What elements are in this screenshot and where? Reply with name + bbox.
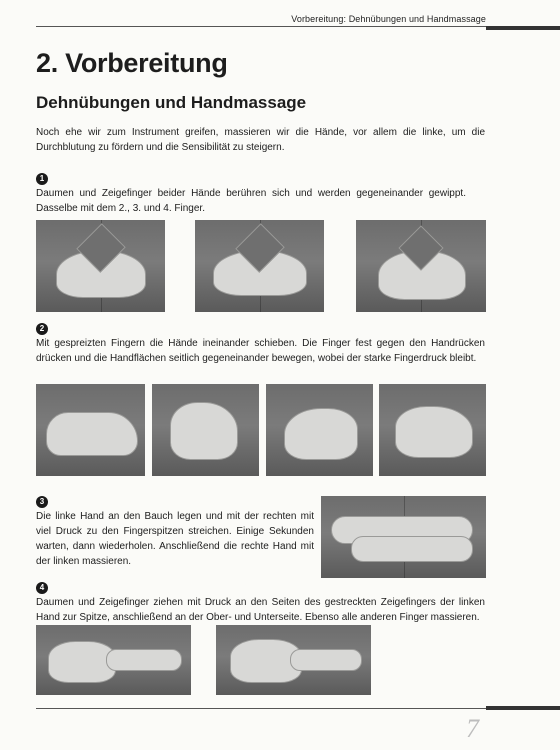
step-2-photo-3 (266, 384, 373, 476)
header-bar (486, 26, 560, 30)
step-2-photo-4 (379, 384, 486, 476)
step-2-marker: 2 (36, 323, 48, 335)
footer-rule (36, 708, 560, 709)
page-number: 7 (466, 714, 479, 743)
header-rule (36, 26, 560, 27)
running-head: Vorbereitung: Dehnübungen und Handmassage (291, 14, 486, 24)
step-3-photo (321, 496, 486, 578)
step-1-text: Daumen und Zeigefinger beider Hände berühren sich und werden gegeneinander gewippt. Dasselbe mit dem 2., 3. und 4. Finger. (36, 188, 466, 214)
step-1-photo-3 (356, 220, 486, 312)
step-4-text: Daumen und Zeigefinger ziehen mit Druck an den Seiten des gestreckten Zeigefingers der linken Hand zur Spitze, anschließend an der Ober- und Unterseite. Ebenso alle anderen Finger massieren. (36, 597, 485, 623)
step-1-photo-2 (195, 220, 324, 312)
step-3-marker: 3 (36, 496, 48, 508)
step-1-photo-1 (36, 220, 165, 312)
intro-paragraph: Noch ehe wir zum Instrument greifen, massieren wir die Hände, vor allem die linke, um die Durchblutung zu fördern und die Sensibilität zu steigern. (36, 127, 485, 153)
section-title: Dehnübungen und Handmassage (36, 93, 307, 112)
step-4-photo-1 (36, 625, 191, 695)
step-2-text: Mit gespreizten Fingern die Hände ineinander schieben. Die Finger fest gegen den Handrücken drücken und die Handflächen seitlich gegeneinander bewegen, wobei der starke Fingerdruck bleibt. (36, 338, 485, 364)
step-4-marker: 4 (36, 582, 48, 594)
chapter-title: 2. Vorbereitung (36, 48, 228, 78)
step-2-photo-2 (152, 384, 259, 476)
footer-bar (486, 706, 560, 710)
step-1-marker: 1 (36, 173, 48, 185)
step-2-photo-1 (36, 384, 145, 476)
step-4-photo-2 (216, 625, 371, 695)
step-3-text: Die linke Hand an den Bauch legen und mit der rechten mit viel Druck zu den Fingerspitzen streichen. Einige Sekunden warten, dann wiederholen. Anschließend die rechte Hand mit der linken massieren. (36, 511, 314, 567)
